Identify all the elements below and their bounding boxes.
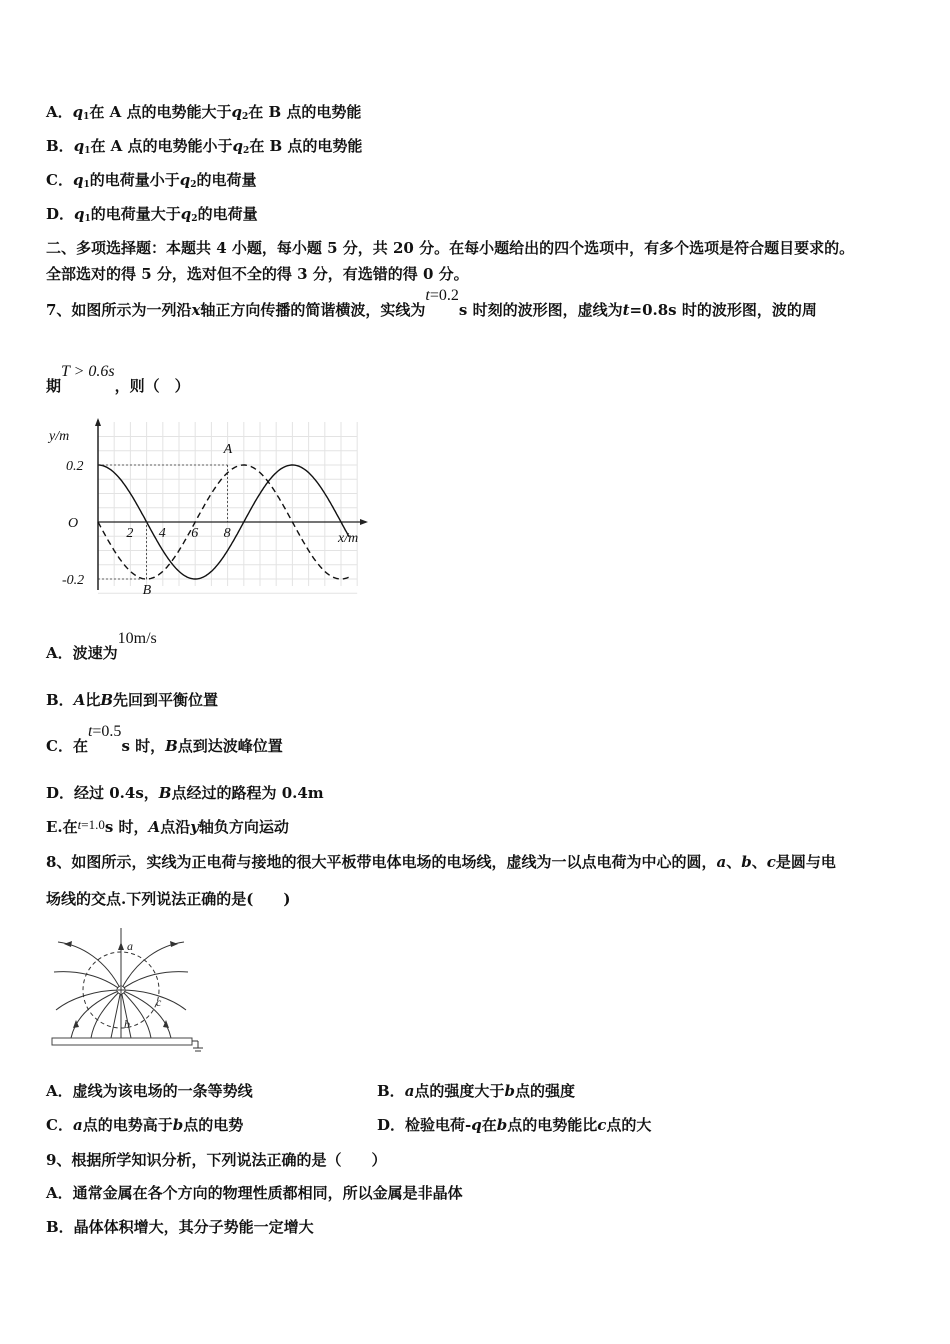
x-tick-label: 4	[158, 526, 166, 541]
y-axis-label: y/m	[49, 429, 70, 444]
q7-option-a: A．波速为10m/s	[46, 630, 157, 662]
q8-stem-line1: 8、如图所示，实线为正电荷与接地的很大平板带电体电场的电场线，虚线为一以点电荷为中心的圆，a、b、c是圆与电	[46, 853, 836, 871]
field-line	[111, 990, 121, 1038]
x-axis-arrow	[360, 519, 368, 525]
grounded-plate	[52, 1038, 192, 1045]
y-tick-label: -0.2	[62, 573, 85, 588]
q8-option-a: A．虚线为该电场的一条等势线	[46, 1082, 253, 1100]
point-label-b: B	[142, 583, 152, 596]
graph-labels	[47, 429, 358, 596]
q6-option-b: B．$q_1$在 A 点的电势能小于$q_2$在 B 点的电势能	[46, 137, 363, 156]
q6-option-d: D．$q_1$的电荷量大于$q_2$的电荷量	[46, 205, 258, 224]
q7-option-c: C．在t=0.5s 时，B点到达波峰位置	[46, 723, 283, 755]
section2-line1: 二、多项选择题：本题共 4 小题，每小题 5 分，共 20 分。在每小题给出的四个选项中，有多个选项是符合题目要求的。	[46, 239, 855, 257]
x-tick-label: 8	[223, 526, 231, 541]
q7-option-d: D．经过 0.4s，B点经过的路程为 0.4m	[46, 784, 324, 802]
q8-option-b: B．a点的强度大于b点的强度	[377, 1082, 575, 1100]
arrow-head	[118, 942, 124, 950]
q8-stem-line2: 场线的交点.下列说法正确的是( )	[46, 890, 291, 908]
y-axis-arrow	[95, 418, 101, 426]
q8-option-d: D．检验电荷-q在b点的电势能比c点的大	[377, 1116, 652, 1134]
q7-stem-line1: 7、如图所示为一列沿x轴正方向传播的简谐横波，实线为t=0.2s 时刻的波形图，虚线为t=0.8s 时的波形图，波的周	[46, 287, 817, 319]
q6-option-c: C．$q_1$的电荷量小于$q_2$的电荷量	[46, 171, 257, 190]
q7-option-b: B．A比B先回到平衡位置	[46, 691, 219, 709]
label-b: b	[124, 1017, 130, 1031]
point-label-a: A	[223, 442, 233, 457]
q7-stem-line2: 期T > 0.6s，则（ ）	[46, 363, 190, 395]
q7-option-e: E.在t=1.0s 时，A点沿y轴负方向运动	[46, 817, 289, 836]
y-tick-label: 0.2	[66, 459, 84, 474]
q8-option-c: C．a点的电势高于b点的电势	[46, 1116, 244, 1134]
q9-option-a: A．通常金属在各个方向的物理性质都相同，所以金属是非晶体	[46, 1184, 463, 1202]
arrow-head	[170, 941, 178, 947]
q6-option-a: A．$q_1$在 A 点的电势能大于$q_2$在 B 点的电势能	[46, 103, 362, 122]
x-tick-label: 6	[191, 526, 199, 541]
arrow-head	[64, 941, 72, 947]
x-axis-label: x/m	[338, 531, 359, 546]
origin-label: O	[68, 516, 79, 531]
q9-stem: 9、根据所学知识分析，下列说法正确的是（ ）	[46, 1151, 387, 1169]
label-c: c	[156, 995, 162, 1009]
x-tick-label: 2	[126, 526, 134, 541]
field-line-diagram	[46, 920, 216, 1060]
wave-graph	[46, 418, 386, 596]
q9-option-b: B．晶体体积增大，其分子势能一定增大	[46, 1218, 314, 1236]
label-a: a	[127, 939, 133, 953]
section2-line2: 全部选对的得 5 分，选对但不全的得 3 分，有选错的得 0 分。	[46, 265, 469, 283]
field-line	[58, 942, 121, 990]
